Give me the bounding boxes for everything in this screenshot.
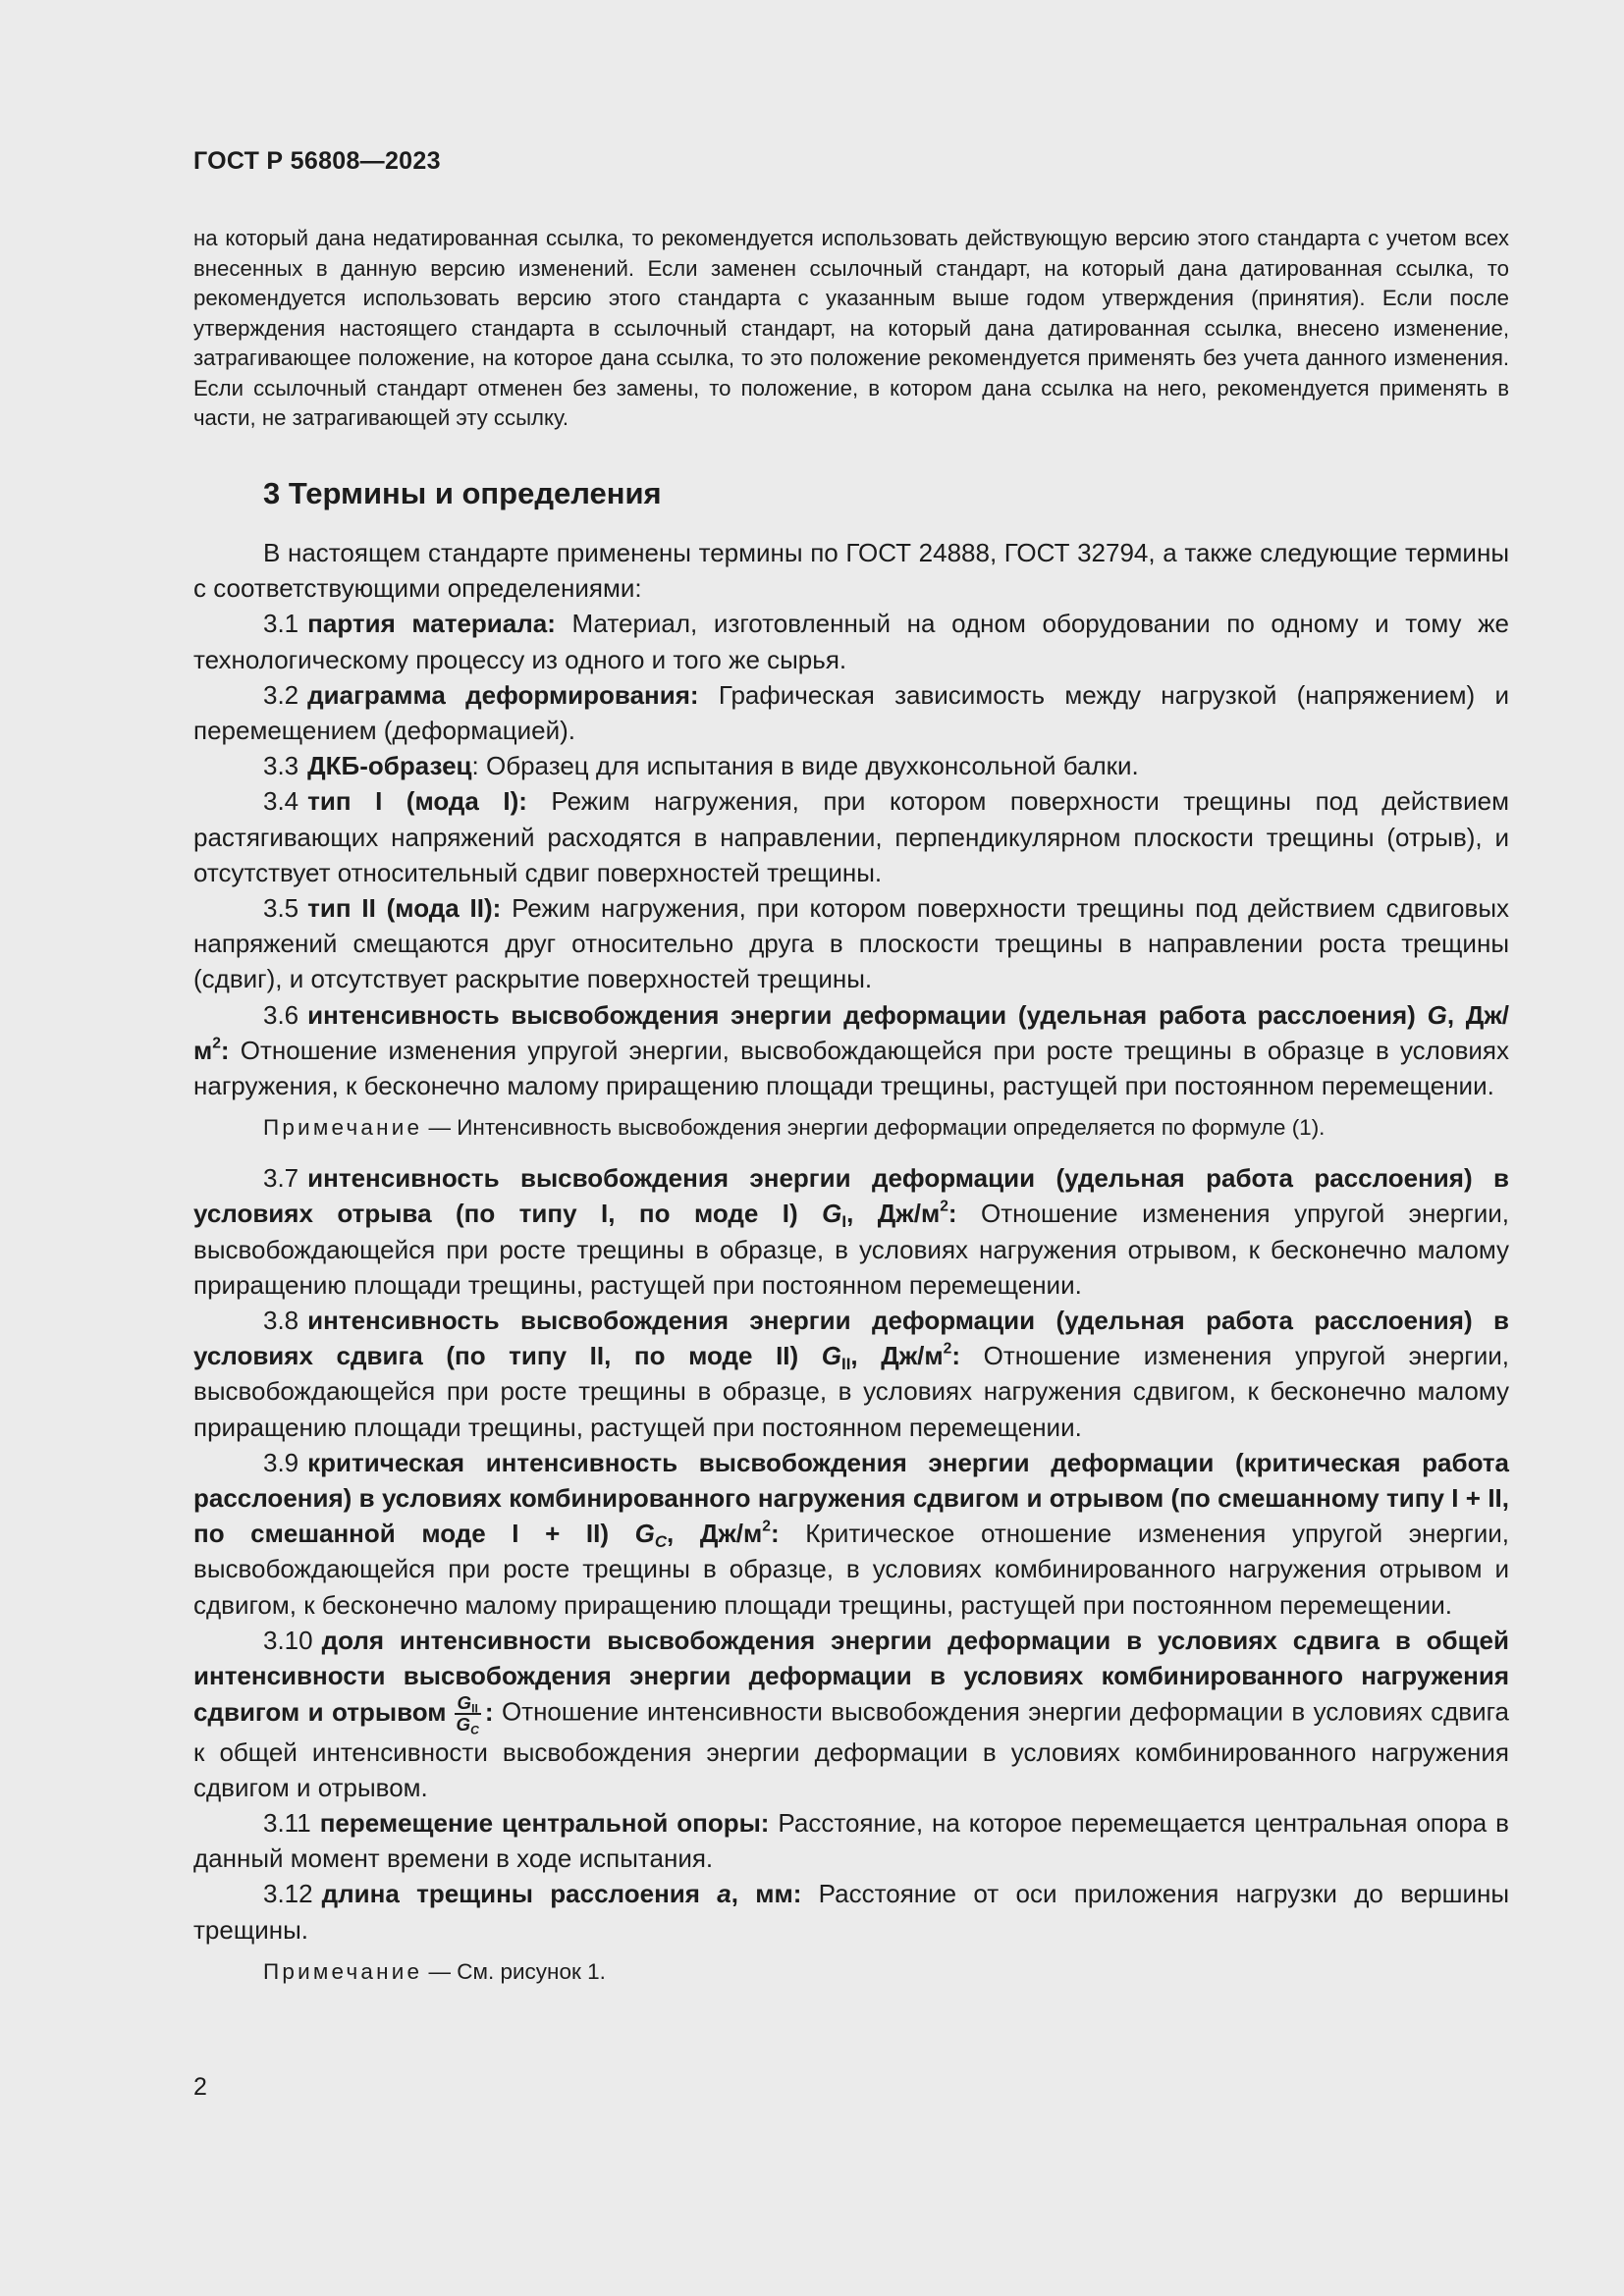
fraction — [455, 1692, 481, 1737]
note-text: — Интенсивность высвобождения энергии деформации определяется по формуле (1). — [422, 1115, 1326, 1141]
note-2 — [193, 1957, 1509, 1987]
term-3-1 — [193, 606, 1509, 676]
term-3-8 — [193, 1303, 1509, 1445]
term-definition: Расстояние, на которое перемещается центральная опора в данный момент времени в ходе испытания. — [193, 1807, 1509, 1874]
term-text: доля интенсивности высвобождения энергии деформации в условиях сдвига в общей интенсивности высвобождения энергии деформации в условиях комбинированного нагружения сдвигом и отрывом — [193, 1625, 1509, 1727]
term-text: интенсивность высвобождения энергии деформации (удельная работа расслоения) в условиях отрыва (по типу I, по моде I) — [193, 1163, 1509, 1229]
unit-power: 2 — [762, 1518, 771, 1535]
section-lead: В настоящем стандарте применены термины по ГОСТ 24888, ГОСТ 32794, а также следующие термины с соответствующими определениями: — [193, 538, 1509, 604]
term-definition: Отношение изменения упругой энергии, высвобождающейся при росте трещины в образце в условиях нагружения, к бесконечно малому приращению площади трещины, растущей при постоянном перемещении. — [193, 1035, 1509, 1101]
term-number: 3.8 — [263, 1306, 299, 1336]
unit-power: 2 — [212, 1035, 221, 1052]
term-colon: : — [220, 1035, 230, 1065]
term-definition: Критическое отношение изменения упругой энергии, высвобождающейся при росте трещины в образце, в условиях комбинированного нагружения отрывом и сдвигом, к бесконечно малому приращению площади трещины, растущей при постоянном перемещении. — [193, 1519, 1509, 1620]
term-number: 3.2 — [263, 679, 299, 710]
term-3-5 — [193, 890, 1509, 997]
note-1 — [193, 1113, 1509, 1143]
denominator-subscript — [470, 1724, 479, 1737]
page-number: 2 — [193, 2073, 207, 2101]
term-symbol: G — [822, 1199, 842, 1229]
symbol-subscript — [655, 1532, 667, 1551]
note-text: — См. рисунок 1. — [422, 1958, 606, 1984]
numerator-subscript: II — [471, 1701, 478, 1716]
term-unit: , Дж/м — [850, 1341, 944, 1371]
term-3-4 — [193, 783, 1509, 890]
intro-paragraph: на который дана недатированная ссылка, то рекомендуется использовать действующую версию этого стандарта с учетом всех внесенных в данную версию изменений. Если заменен ссылочный стандарт, на который дана датированная ссылка, то рекомендуется использовать версию этого стандарта с указанным выше годом утверждения (принятия). Если после утверждения настоящего стандарта в ссылочный стандарт, на который дана датированная ссылка, внесено изменение, затрагивающее положение, на которое дана ссылка, то это положение рекомендуется применять без учета данного изменения. Если ссылочный стандарт отменен без замены, то положение, в котором дана ссылка на него, рекомендуется применять в части, не затрагивающей эту ссылку. — [193, 226, 1509, 430]
fraction-denominator — [455, 1715, 481, 1735]
term-number: 3.5 — [263, 893, 299, 924]
term-number: 3.11 — [263, 1807, 311, 1838]
term-definition: Расстояние от оси приложения нагрузки до вершины трещины. — [193, 1879, 1510, 1945]
note-label: Примечание — [263, 1958, 423, 1984]
term-definition: : Образец для испытания в виде двухконсольной балки. — [471, 751, 1139, 781]
term-unit: , мм: — [731, 1879, 802, 1909]
term-definition: Режим нагружения, при котором поверхности трещины под действием сдвиговых напряжений смещаются друг относительно друга в плоскости трещины в направлении роста трещины (сдвиг), и отсутствует раскрытие поверхностей трещины. — [193, 893, 1510, 994]
term-unit: , Дж/м — [667, 1519, 763, 1549]
term-3-9 — [193, 1445, 1509, 1623]
note-label: Примечание — [263, 1115, 423, 1141]
term-3-6 — [193, 997, 1509, 1104]
term-colon: : — [484, 1696, 494, 1727]
term-text: критическая интенсивность высвобождения энергии деформации (критическая работа расслоения) в условиях комбинированного нагружения сдвигом и отрывом (по смешанному типу I + II, по смешанной моде I + II) — [193, 1447, 1509, 1549]
term-symbol: a — [717, 1879, 731, 1909]
term-3-3 — [193, 748, 1509, 783]
term-definition: Отношение изменения упругой энергии, высвобождающейся при росте трещины в образце, в условиях нагружения сдвигом, к бесконечно малому приращению площади трещины, растущей при постоянном перемещении. — [193, 1341, 1509, 1442]
term-number: 3.12 — [263, 1879, 313, 1909]
term-text: длина трещины расслоения — [321, 1879, 700, 1909]
symbol-subscript: II — [841, 1355, 851, 1374]
term-text: интенсивность высвобождения энергии деформации (удельная работа расслоения) в условиях сдвига (по типу II, по моде II) — [193, 1306, 1509, 1371]
symbol-subscript: I — [841, 1212, 847, 1232]
term-number: 3.9 — [263, 1447, 299, 1477]
term-symbol: G — [821, 1341, 842, 1371]
term-number: 3.1 — [263, 609, 299, 639]
term-number: 3.7 — [263, 1163, 299, 1194]
numerator-symbol: G — [457, 1692, 472, 1714]
term-symbol: G — [634, 1519, 655, 1549]
denominator-subscript-text: C — [470, 1723, 479, 1737]
term-number: 3.4 — [263, 786, 299, 817]
term-name: партия материала: — [307, 609, 556, 639]
term-3-11 — [193, 1805, 1509, 1876]
term-text: интенсивность высвобождения энергии деформации (удельная работа расслоения) — [307, 999, 1416, 1030]
term-definition: Материал, изготовленный на одном оборудовании по одному и тому же технологическому процессу из одного и того же сырья. — [193, 609, 1509, 674]
term-number: 3.6 — [263, 999, 299, 1030]
unit-power: 2 — [943, 1340, 952, 1358]
term-3-12 — [193, 1876, 1509, 1947]
term-name: тип I (мода I): — [307, 786, 527, 817]
subscript-text: C — [654, 1532, 668, 1552]
term-name: ДКБ-образец — [307, 751, 472, 781]
term-definition: Режим нагружения, при котором поверхности трещины под действием растягивающих напряжений расходятся в направлении, перпендикулярном плоскости трещины (отрыв), и отсутствует относительный сдвиг поверхностей трещины. — [193, 786, 1509, 887]
term-definition: Отношение изменения упругой энергии, высвобождающейся при росте трещины в образце, в условиях нагружения отрывом, к бесконечно малому приращению площади трещины, растущей при постоянном перемещении. — [193, 1199, 1509, 1300]
unit-power: 2 — [940, 1198, 948, 1215]
term-number: 3.10 — [263, 1625, 313, 1655]
term-number: 3.3 — [263, 751, 299, 781]
term-definition: Графическая зависимость между нагрузкой (напряжением) и перемещением (деформацией). — [193, 679, 1509, 746]
term-unit: , Дж/м — [193, 999, 1509, 1065]
section-body — [193, 535, 1509, 1987]
term-name: диаграмма деформирования: — [307, 679, 699, 710]
term-3-10 — [193, 1623, 1509, 1805]
term-colon: : — [947, 1199, 957, 1229]
denominator-symbol: G — [456, 1713, 471, 1735]
term-unit: , Дж/м — [846, 1199, 941, 1229]
document-header: ГОСТ Р 56808—2023 — [193, 147, 441, 175]
section-title: 3 Термины и определения — [263, 476, 662, 510]
term-definition: Отношение интенсивности высвобождения энергии деформации в условиях сдвига к общей интенсивности высвобождения энергии деформации в условиях комбинированного нагружения сдвигом и отрывом. — [193, 1696, 1509, 1802]
term-3-7 — [193, 1160, 1509, 1303]
term-name: тип II (мода II): — [307, 893, 502, 924]
term-name: перемещение центральной опоры: — [319, 1807, 770, 1838]
fraction-numerator — [455, 1693, 481, 1715]
term-colon: : — [770, 1519, 780, 1549]
term-3-2 — [193, 677, 1509, 748]
term-name — [322, 1879, 802, 1908]
term-colon: : — [951, 1341, 960, 1371]
term-symbol: G — [1427, 999, 1447, 1030]
